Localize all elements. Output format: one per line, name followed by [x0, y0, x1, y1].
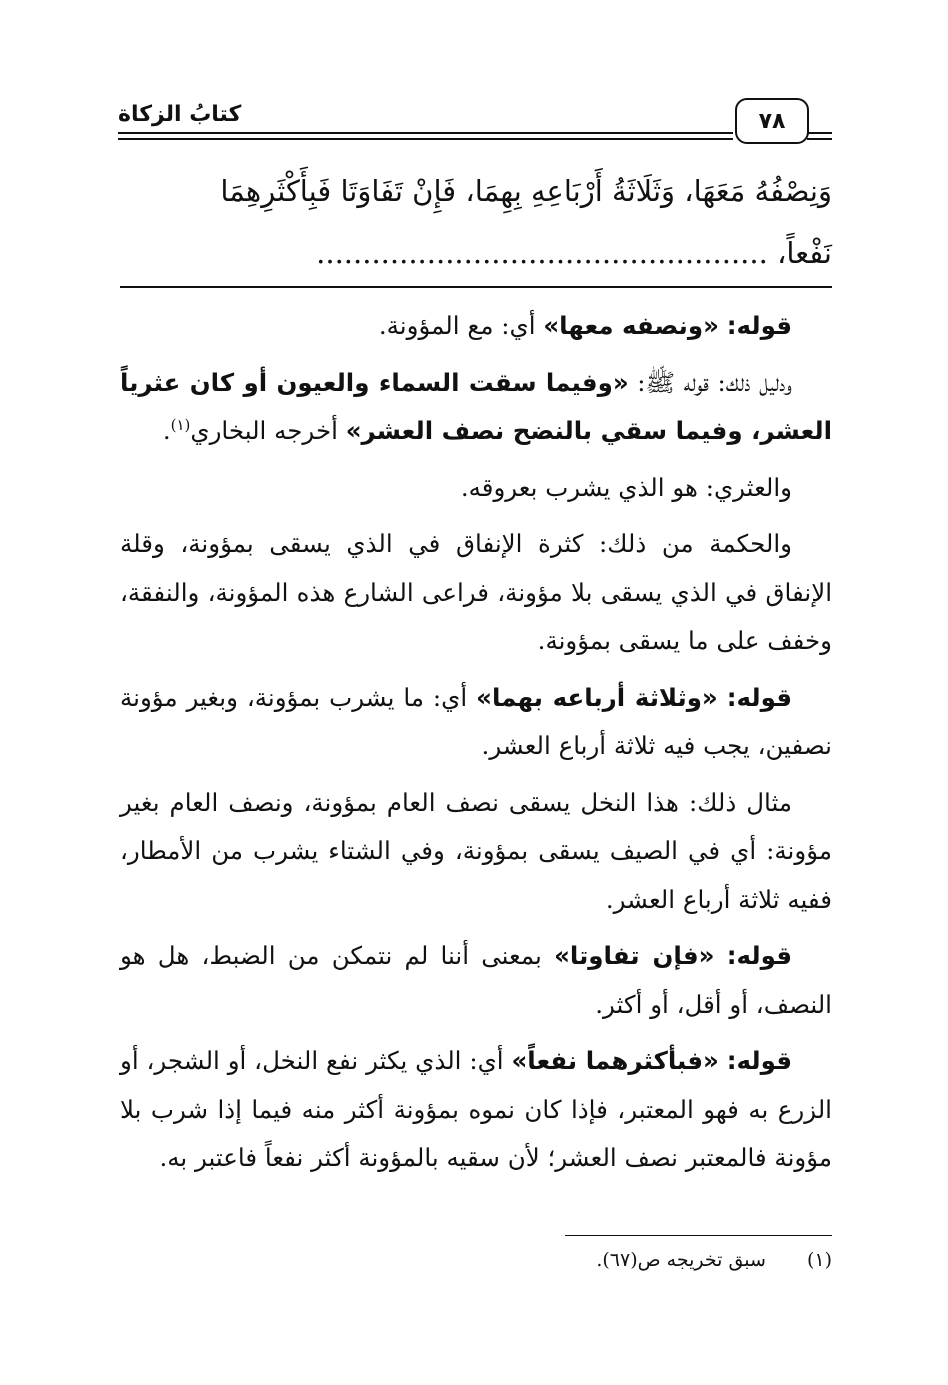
footnote-rule	[565, 1235, 832, 1236]
paragraph-text: أي: الذي يكثر نفع النخل، أو الشجر، أو الزرع به فهو المعتبر، فإذا كان نموه بمؤونة أكثر منه فيما إذا شرب بلا مؤونة فالمعتبر نصف العشر؛ لأن سقيه بالمؤونة أكثر نفعاً فاعتبر به.	[120, 1046, 832, 1172]
keyword-qawluhu: قوله:	[726, 1046, 793, 1075]
footnote-number: (١)	[806, 1249, 832, 1271]
matn-text	[120, 160, 832, 284]
paragraph-text: ودليل ذلك: قوله ﷺ:	[628, 367, 793, 397]
matn-line-2-text: نَفْعاً،	[777, 236, 832, 270]
matn-divider	[120, 286, 832, 288]
matn-line-1: وَنِصْفُهُ مَعَهَا، وَثَلَاثَةُ أَرْبَاعِهِ بِهِمَا، فَإِنْ تَفَاوَتَا فَبِأَكْثَرِهِمَا	[220, 174, 832, 208]
paragraph-6: مثال ذلك: هذا النخل يسقى نصف العام بمؤونة، ونصف العام بغير مؤونة: أي في الصيف يسقى بمؤونة، وفي الشتاء يشرب من الأمطار، ففيه ثلاثة أرباع العشر.	[120, 787, 832, 914]
running-title: كتابُ الزكاة	[118, 102, 242, 127]
commentary	[120, 302, 832, 1191]
paragraph-text: .	[162, 416, 171, 445]
header-rule-top	[118, 132, 733, 134]
paragraph-1	[120, 302, 832, 351]
quoted-matn: «فإن تفاوتا»	[554, 941, 715, 970]
quoted-matn: «وثلاثة أرباعه بهما»	[476, 682, 718, 712]
hadith-quote: «وفيما سقت السماء والعيون أو كان عثرياً العشر، وفيما سقي بالنضح نصف العشر»	[120, 367, 832, 445]
page-number: ٧٨	[735, 98, 809, 144]
paragraph-text: أي: مع المؤونة.	[378, 311, 544, 340]
page-header	[118, 98, 832, 148]
paragraph-text: أي: ما يشرب بمؤونة، وبغير مؤونة نصفين، يجب فيه ثلاثة أرباع العشر.	[120, 682, 832, 760]
footnote-reference[interactable]: (١)	[170, 415, 191, 434]
paragraph-7	[120, 932, 832, 1029]
paragraph-2	[120, 359, 832, 456]
paragraph-4: والحكمة من ذلك: كثرة الإنفاق في الذي يسقى بمؤونة، وقلة الإنفاق في الذي يسقى بلا مؤونة، فراعى الشارع هذه المؤونة، والنفقة، وخفف على ما يسقى بمؤونة.	[120, 529, 832, 655]
keyword-qawluhu: قوله:	[726, 941, 792, 970]
header-rule-bottom	[118, 138, 733, 140]
paragraph-text: بمعنى أننا لم نتمكن من الضبط، هل هو النصف، أو أقل، أو أكثر.	[120, 941, 832, 1019]
matn-dots: .................................................	[316, 236, 768, 270]
header-rule-right-bottom	[807, 138, 832, 140]
quoted-matn: «ونصفه معها»	[543, 311, 719, 340]
paragraph-5	[120, 674, 832, 771]
footnote	[300, 1245, 832, 1275]
keyword-qawluhu: قوله:	[726, 311, 792, 340]
footnote-text: سبق تخريجه ص(٦٧).	[596, 1249, 766, 1271]
matn-line-2	[120, 222, 832, 284]
quoted-matn: «فبأكثرهما نفعاً»	[511, 1046, 719, 1075]
keyword-qawluhu: قوله:	[726, 682, 792, 712]
paragraph-3: والعثري: هو الذي يشرب بعروقه.	[460, 472, 792, 502]
paragraph-text: أخرجه البخاري	[190, 416, 346, 445]
paragraph-8	[120, 1037, 832, 1183]
header-rule-right-top	[807, 132, 832, 134]
